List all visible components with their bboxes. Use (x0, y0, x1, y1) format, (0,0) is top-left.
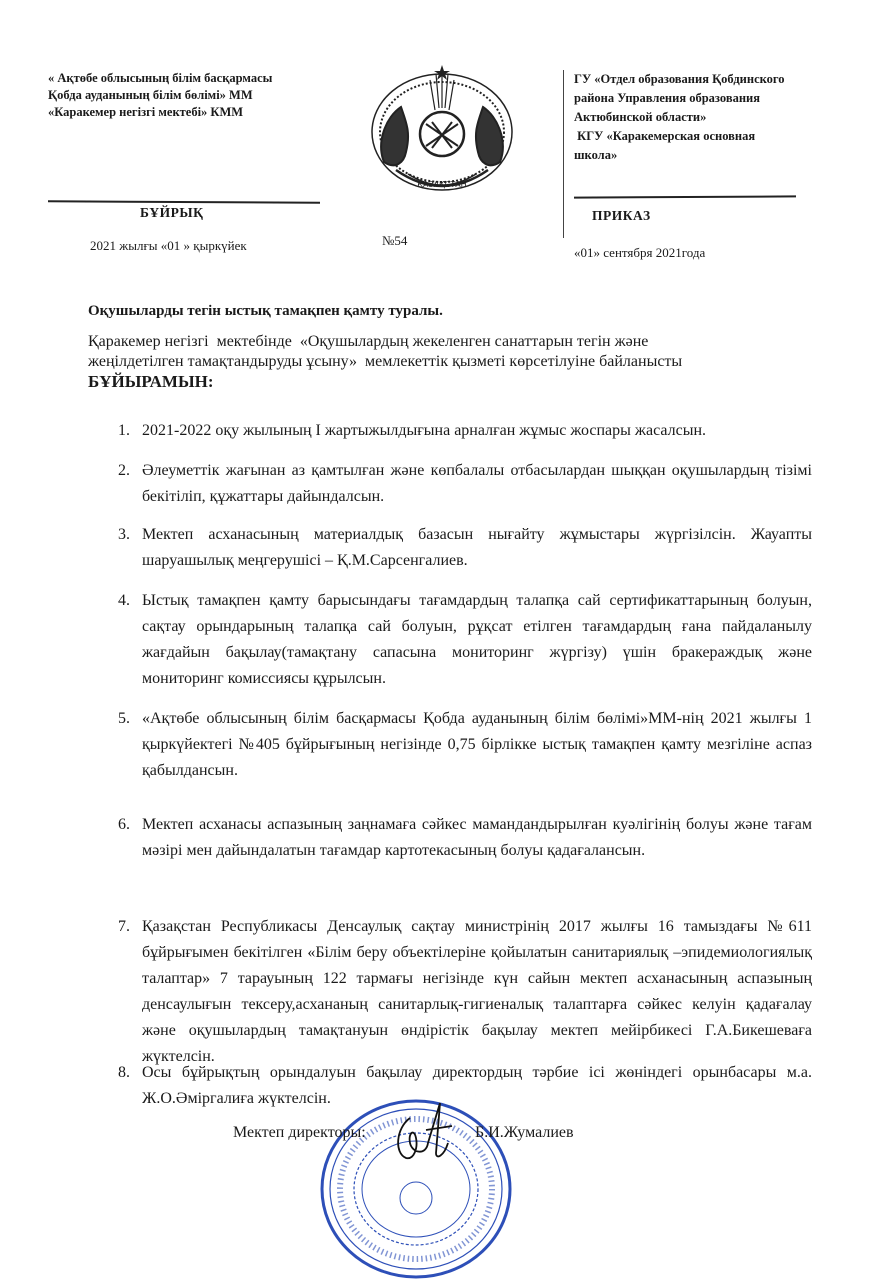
signature-name: Б.И.Жумалиев (475, 1124, 574, 1141)
order-item (112, 588, 812, 692)
order-item (112, 522, 812, 574)
state-emblem-icon (356, 62, 528, 204)
intro-paragraph (88, 332, 808, 392)
order-item-text: Қазақстан Республикасы Денсаулық сақтау министрінің 2017 жылғы 16 тамыздағы №611 бұйрығымен бекітілген «Білім беру объектілеріне қойылатын санитариялық –эпидемиологиялық талаптар» 7 тарауының 122 тармағы негізінде күн сайын мектеп асханасының аспазының денсаулығын тексеру,асхананың санитарлық-гигиеналық талаптарға сәйкес келуін қадағалау және оқушылардың тамақтануын өндірістік бақылау мектеп мейірбикесі Г.А.Бикешеваға жүктелсін. (142, 918, 812, 1065)
intro-line: Қаракемер негізгі мектебінде «Оқушылардың жекеленген санаттарын тегін және (88, 333, 649, 350)
header-org-ru-line: Актюбинской области» (574, 110, 707, 124)
header-org-ru-line: школа» (574, 148, 618, 162)
order-item-number: 5. (118, 710, 130, 727)
order-item (112, 706, 812, 784)
director-signature-icon (388, 1098, 468, 1168)
order-item (112, 458, 812, 510)
order-item (112, 812, 812, 864)
header-org-ru-line: КГУ «Каракемерская основная (574, 129, 756, 143)
order-date-kz: 2021 жылғы «01 » қыркүйек (90, 238, 247, 253)
order-item-number: 8. (118, 1064, 130, 1081)
document-title: Оқушыларды тегін ыстық тамақпен қамту туралы. (88, 303, 443, 319)
order-title-kz: БҰЙРЫҚ (140, 205, 204, 220)
header-org-ru-line: района Управления образования (574, 91, 760, 105)
order-item-text: Мектеп асханасы аспазының заңнамаға сәйкес мамандандырылған куәлігінің болуы және тағам мәзірі мен дайындалатын тағамдар картотекасының болуы қадағалансын. (142, 816, 812, 859)
order-item (112, 914, 812, 1070)
header-divider (563, 70, 564, 238)
header-org-ru-line: ГУ «Отдел образования Қобдинского (574, 72, 785, 86)
order-date-ru: «01» сентября 2021года (574, 245, 706, 260)
header-org-ru (574, 70, 834, 165)
order-item-text: 2021-2022 оқу жылының I жартыжылдығына арналған жұмыс жоспары жасалсын. (142, 422, 706, 439)
header-org-kz-line: « Ақтөбе облысының білім басқармасы (48, 71, 273, 85)
header-org-kz-line: Қобда ауданының білім бөлімі» ММ (48, 88, 253, 102)
decree-word: БҰЙЫРАМЫН: (88, 372, 214, 391)
header-rule-right (574, 195, 796, 198)
order-item-number: 3. (118, 526, 130, 543)
order-item-text: Ыстық тамақпен қамту барысындағы тағамдардың талапқа сай сертификаттарының болуын, сақтау орындарының талапқа сай болуын, рұқсат етілген тағамдардың ғана пайдаланылу жағдайын бақылау(тамақтану сапасына мониторинг жүргізу) үшін бракераждық және мониторинг комиссиясы құрылсын. (142, 592, 812, 687)
order-item (112, 418, 812, 444)
order-item-number: 7. (118, 918, 130, 935)
intro-line: жеңілдетілген тамақтандыруды ұсыну» мемлекеттік қызметі көрсетілуіне байланысты (88, 353, 683, 370)
order-item-text: Осы бұйрықтың орындалуын бақылау директордың тәрбие ісі жөніндегі орынбасары м.а. Ж.О.Әміргалиға жүктелсін. (142, 1064, 812, 1107)
order-number: №54 (382, 233, 408, 248)
header-org-kz (48, 70, 348, 121)
order-item-number: 6. (118, 816, 130, 833)
order-item-number: 1. (118, 422, 130, 439)
header-org-kz-line: «Каракемер негізгі мектебі» КММ (48, 105, 244, 119)
emblem-label: ҚАЗАҚСТАН (417, 180, 467, 189)
order-item-number: 2. (118, 462, 130, 479)
order-item-text: «Ақтөбе облысының білім басқармасы Қобда ауданының білім бөлімі»ММ-нің 2021 жылғы 1 қыркүйектегі №405 бұйрығының негізінде 0,75 бірлікке ыстық тамақпен қамту мезгіліне аспаз қабылдансын. (142, 710, 812, 779)
header-rule-left (48, 200, 320, 203)
signature-role: Мектеп директоры: (233, 1124, 366, 1141)
order-title-ru: ПРИКАЗ (592, 208, 651, 223)
order-item-text: Мектеп асханасының материалдық базасын нығайту жұмыстары жүргізілсін. Жауапты шаруашылық меңгерушісі – Қ.М.Сарсенгалиев. (142, 526, 812, 569)
order-item-number: 4. (118, 592, 130, 609)
order-item-text: Әлеуметтік жағынан аз қамтылған және көпбалалы отбасылардан шыққан оқушылардың тізімі бекітіліп, құжаттары дайындалсын. (142, 462, 812, 505)
